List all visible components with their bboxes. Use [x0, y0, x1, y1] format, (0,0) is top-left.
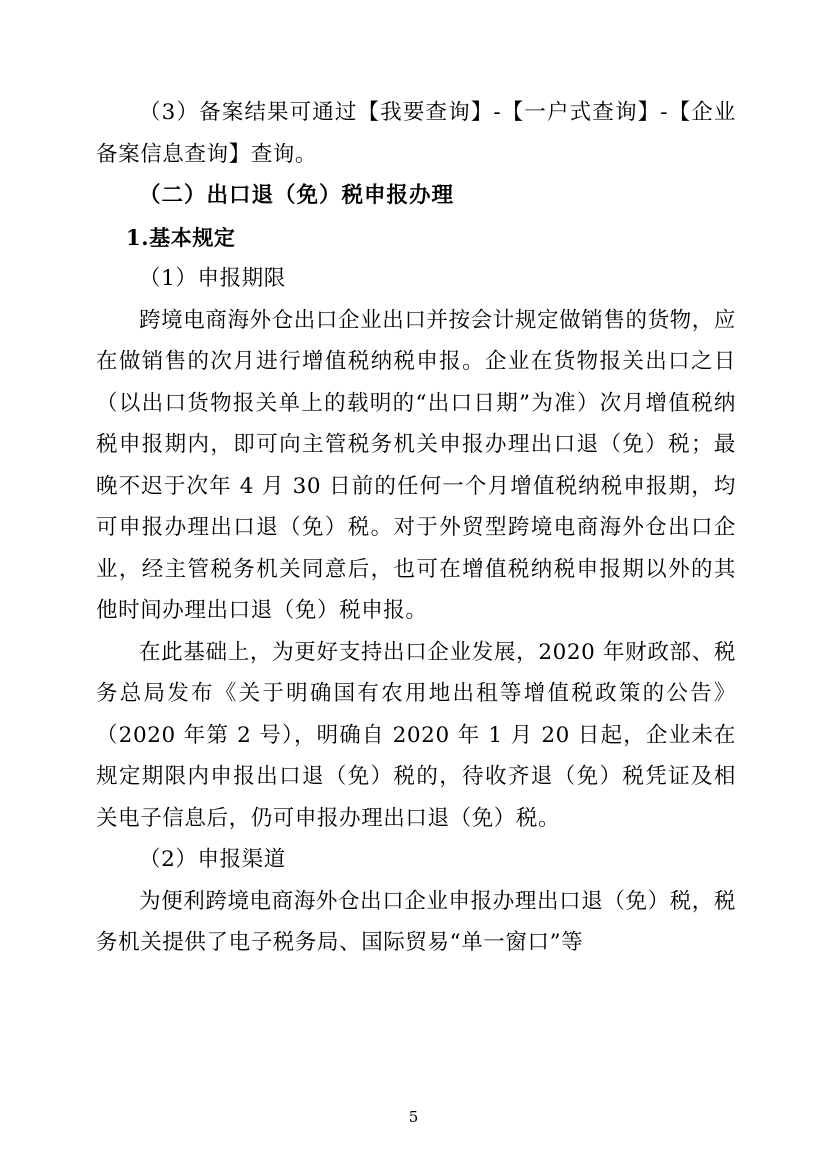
heading-basic-rules: 1.基本规定 [126, 224, 236, 250]
paragraph-declaration-deadline-title: （1）申报期限 [139, 266, 286, 291]
paragraph-policy-announcement: 在此基础上，为更好支持出口企业发展，2020 年财政部、税务总局发布《关于明确国有农用地出租等增值税政策的公告》（2020 年第 2 号），明确自 2020 年 1 月 20 日起，企业未在规定期限内申报出口退（免）税的，待收齐退（免）税凭证及相关电子信息后，仍可申报办理出口退（免）税。 [96, 639, 736, 831]
paragraph-declaration-deadline-body: 跨境电商海外仓出口企业出口并按会计规定做销售的货物，应在做销售的次月进行增值税纳税申报。企业在货物报关出口之日（以出口货物报关单上的载明的“出口日期”为准）次月增值税纳税申报期内，即可向主管税务机关申报办理出口退（免）税；最晚不迟于次年 4 月 30 日前的任何一个月增值税纳税申报期，均可申报办理出口退（免）税。对于外贸型跨境电商海外仓出口企业，经主管税务机关同意后，也可在增值税纳税申报期以外的其他时间办理出口退（免）税申报。 [96, 307, 736, 623]
heading-export-tax-refund-declaration: （二）出口退（免）税申报办理 [139, 183, 455, 208]
page-number: 5 [408, 1108, 419, 1126]
page-content [96, 92, 736, 964]
paragraph-declaration-channel-title: （2）申报渠道 [139, 847, 286, 872]
paragraph-declaration-channel-body: 为便利跨境电商海外仓出口企业申报办理出口退（免）税，税务机关提供了电子税务局、国际贸易“单一窗口”等 [96, 888, 736, 955]
paragraph-record-query: （3）备案结果可通过【我要查询】-【一户式查询】-【企业备案信息查询】查询。 [96, 100, 736, 167]
